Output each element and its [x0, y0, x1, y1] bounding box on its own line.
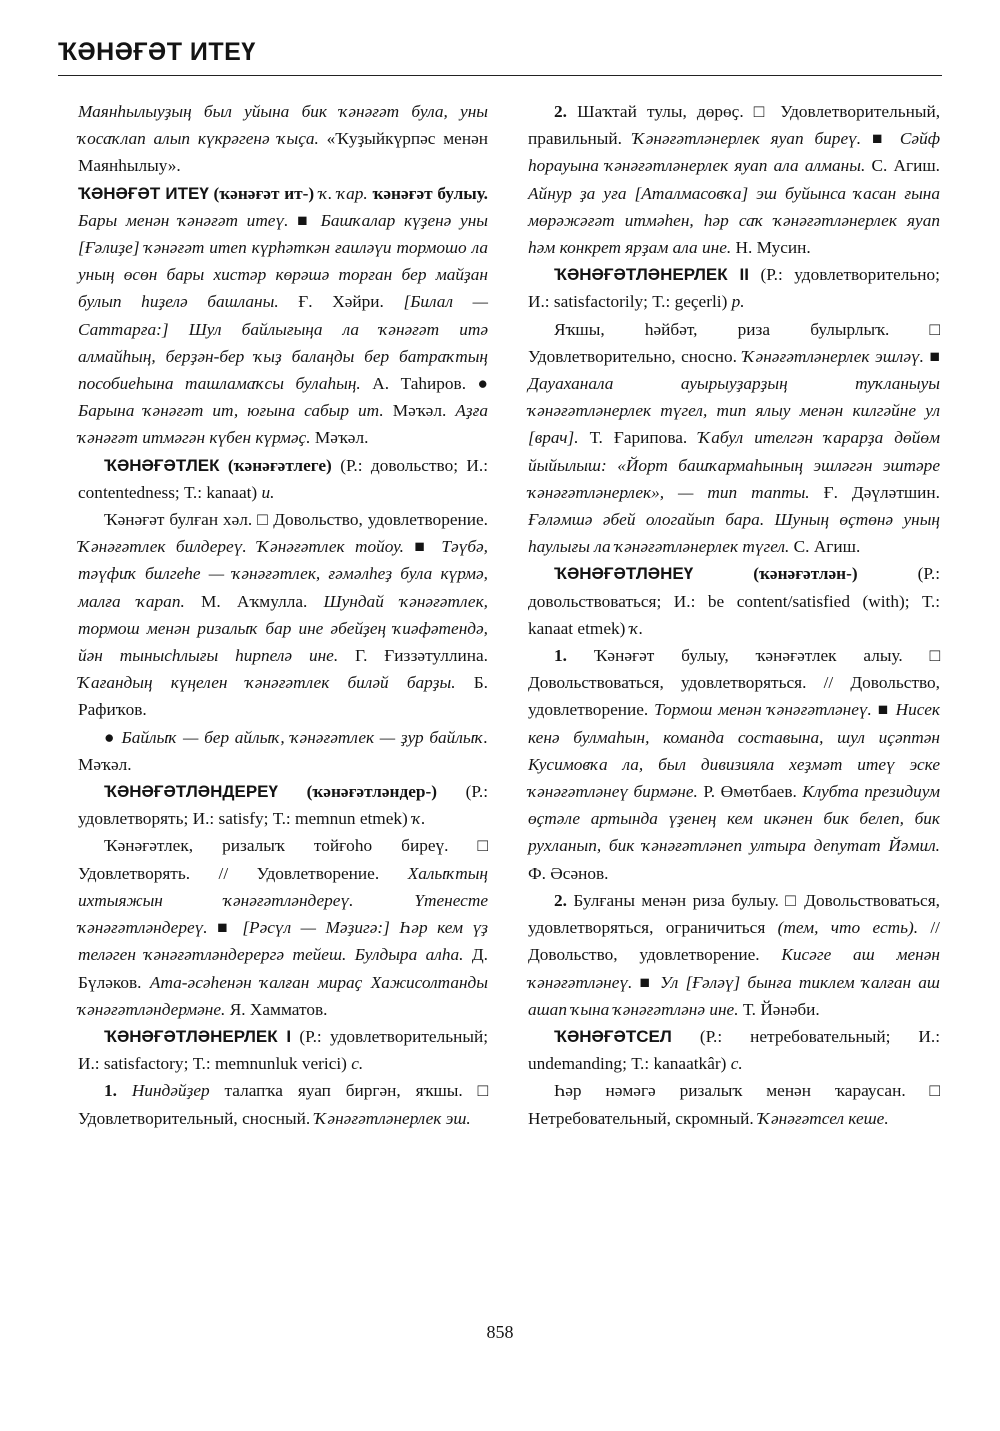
- source: Ф. Әсәнов.: [528, 863, 609, 883]
- example: Айнур ҙа уға [Аталмасовҡа] эш буйынса ҡасан ғына мөрәжәғәт итмәһен, һәр саҡ ҡәнәғәтләнерлек яуап һәм конкрет ярҙам ала ине.: [528, 183, 940, 258]
- dot-marker: ●: [477, 374, 488, 394]
- entry-definition: [78, 832, 488, 1022]
- source: Т. Ғарипова.: [578, 428, 699, 448]
- example: Ҡәнәғәтләнерлек эшләү.: [742, 346, 924, 366]
- source: Б. Рафиҡов.: [78, 673, 488, 720]
- source: Д. Бүләков.: [78, 945, 488, 992]
- proverb-line: [78, 724, 488, 778]
- example: Тормош менән ҡәнәғәтләнеү.: [654, 700, 872, 720]
- sense-1: [78, 1077, 488, 1131]
- entry-definition: [528, 1077, 940, 1131]
- source: Р. Өмөтбаев.: [697, 782, 803, 802]
- headword: ҠӘНӘҒӘТЛЕК: [104, 455, 220, 475]
- grammar-label: с.: [730, 1054, 743, 1074]
- source: С. Агиш.: [789, 537, 861, 557]
- continued-entry: [78, 98, 488, 180]
- example: Дауаханала ауырыуҙарҙың туҡланыуы ҡәнәғәтләнерлек түгел, тип ялыу менән килгәйне ул [врач].: [528, 374, 940, 448]
- sense-number: 1.: [554, 646, 594, 666]
- definition: Шаҡтай тулы, дөрөҫ. □ Удовлетворительный, правильный.: [528, 102, 941, 149]
- example: Ата-әсәһенән ҡалған мираҫ Хажисолтанды ҡәнәғәтләндермәне.: [78, 972, 488, 1019]
- definition: Ҡәнәғәт булған хәл. □ Довольство, удовлетворение.: [104, 510, 488, 530]
- source: Ғ. Дәүләтшин.: [809, 482, 940, 502]
- grammar-label: и.: [261, 482, 275, 502]
- square-marker: ■: [861, 129, 900, 149]
- proverb: Байлыҡ — бер айлыҡ, ҡәнәғәтлек — ҙур байлыҡ.: [121, 727, 488, 747]
- definition: Ҡәнәғәт булыу, ҡәнәғәтлек алыу. □ Довольствоваться, удовлетворяться. // Довольство, удовлетворение.: [528, 646, 941, 720]
- dot-marker: ●: [104, 727, 122, 747]
- stem: (ҡәнәғәтлеге): [219, 455, 341, 475]
- source: Мәҡәл.: [383, 401, 456, 421]
- translations: (Р.: довольство; И.: contentedness; Т.: kanaat): [78, 455, 488, 502]
- example: Ҡағандың күңелен ҡәнәғәтлек биләй барҙы.: [78, 673, 456, 693]
- example: Ҡәнәғәтләнерлек яуап биреү.: [632, 129, 862, 149]
- grammar-label: с.: [351, 1054, 364, 1074]
- right-column: [528, 98, 940, 1132]
- example: Маянһылыуҙың был уйына бик ҡәнәғәт була, уны ҡосаҡлап алып күкрәгенә ҡыҫа.: [78, 102, 488, 149]
- sense-2: [528, 887, 940, 1023]
- example: Тәүбә, тәүфиҡ билгеһе — ҡәнәғәтлек, ғәмәлһеҙ була күрмә, малға ҡарап.: [78, 537, 488, 611]
- source: Г. Ғиззәтуллина.: [338, 646, 489, 666]
- example: Ҡәнәғәтлек билдереү. Ҡәнәғәтлек тойоу.: [78, 537, 404, 557]
- square-marker: ■: [403, 537, 442, 557]
- sense-1: [528, 642, 940, 887]
- source: С. Агиш.: [865, 156, 940, 176]
- stem: (ҡәнәғәтләндер-): [277, 782, 466, 802]
- source: Ғ. Хәйри.: [278, 292, 404, 312]
- entry-definition: [528, 316, 940, 561]
- example: Нисек кенә булмаһын, команда составына, шул иҫәптән Кусимовҡа ла, был дивизияла хеҙмәт итеү эске ҡәнәғәтләнеү бирмәне.: [528, 700, 940, 802]
- square-marker: ■: [288, 210, 321, 230]
- translations: (Р.: удовлетворять; И.: satisfy; Т.: memnun etmek): [78, 782, 488, 829]
- headword: ҠӘНӘҒӘТ ИТЕҮ: [78, 183, 209, 203]
- example: Шундай ҡәнәғәтлек, тормош менән ризалыҡ бар ине әбейҙең ҡиәфәтендә, йән тынысһлығы һирпелә ине.: [78, 591, 489, 666]
- source: Мәҡәл.: [78, 754, 132, 774]
- example: Ҡабул ителгән ҡарарҙа дөйөм йыйылыш: «Йорт башҡармаһының эшләгән эштәре ҡәнәғәтләнерлек», — тип тапты.: [528, 428, 940, 502]
- grammar-label: р.: [731, 292, 745, 312]
- example: Ҡәнәғәтләнерлек эш.: [314, 1108, 471, 1128]
- square-marker: ■: [632, 972, 660, 992]
- definition: Булғаны менән риза булыу. □ Довольствоваться, удовлетворяться, ограничиться: [528, 890, 940, 938]
- sense-number: 1.: [104, 1081, 132, 1101]
- reference: ҡәнәғәт булыу.: [367, 183, 489, 203]
- definition: Һәр нәмәгә ризалыҡ менән ҡараусан. □ Нетребовательный, скромный.: [528, 1081, 940, 1128]
- definition: Яҡшы, һәйбәт, риза булырлыҡ. □ Удовлетворительно, сносно.: [528, 319, 940, 366]
- example: [Билал — Саттарға:] Шул байлығыңа ла ҡәнәғәт итә алмайһың, берҙән-бер ҡыҙ балаңды бер батраҡтың пособиеһына ташламаҡсы булаһың.: [78, 292, 488, 394]
- headword: ҠӘНӘҒӘТЛӘНДЕРЕҮ: [104, 782, 278, 802]
- source: А. Таһиров.: [360, 374, 478, 394]
- square-marker: ■: [207, 918, 243, 938]
- source: Я. Хамматов.: [225, 999, 328, 1019]
- header-rule: [58, 75, 942, 76]
- proverb: Аҙға ҡәнәғәт итмәгән күбен күрмәҫ.: [78, 401, 488, 448]
- definition-italic: Ниндәйҙер: [131, 1081, 210, 1101]
- headword: ҠӘНӘҒӘТЛӘНЕРЛЕК II: [554, 265, 749, 285]
- entry-kanagatlek: [78, 452, 488, 506]
- definition: талапҡа яуап биргән, яҡшы. □ Удовлетворительный, сносный.: [78, 1081, 489, 1128]
- example: Башҡалар күҙенә уны [Ғәлиҙе] ҡәнәғәт итеп күрһәткән ғаиләүи тормошо ла уның өсөн бары хистәр көрәшә торған бер майҙан булып һиҙелә башланы.: [78, 210, 488, 312]
- grammar-label: ҡ.: [629, 618, 644, 638]
- example: Клубта президиум өҫтәле артында үҙенең кем икәнен бик белеп, бик рухланып, бик ҡәнәғәтләнеп ултыра депутат Йәмил.: [528, 782, 940, 856]
- stem: (ҡәнәғәтлән-): [693, 564, 918, 584]
- entry-definition: [78, 506, 488, 724]
- entry-kanagatlaneu: [528, 560, 940, 642]
- source: Т. Йәнәби.: [738, 999, 820, 1019]
- headword: ҠӘНӘҒӘТЛӘНЕРЛЕК I: [104, 1026, 292, 1046]
- square-marker: ■: [871, 700, 896, 720]
- example: Сәйф һорауына ҡәнәғәтләнерлек яуап ала алманы.: [528, 129, 940, 176]
- example: Ул [Ғәләү] бынға тиклем ҡалған аш ашап ҡына ҡәнәғәтләнә ине.: [528, 972, 940, 1019]
- headword: ҠӘНӘҒӘТЛӘНЕҮ: [554, 564, 694, 584]
- example: Кисәге аш менән ҡәнәғәтләнеү.: [528, 945, 940, 992]
- running-header: ҠӘНӘҒӘТ ИТЕҮ: [58, 38, 256, 66]
- example: Ғәләмшә әбей ологайып бара. Шуның өҫтөнә уның һаулығы ла ҡәнәғәтләнерлек түгел.: [528, 510, 940, 557]
- example: [Рәсүл — Мәҙигә:] Һәр кем үҙ теләген ҡәнәғәтләндерергә тейеш. Булдыра алһа.: [78, 918, 488, 965]
- page-number: 858: [486, 1322, 514, 1342]
- sense-number: 2.: [554, 102, 578, 121]
- entry-kanagatlandereu: [78, 778, 488, 832]
- source: Н. Мусин.: [731, 238, 811, 258]
- definition-note: (тем, что есть).: [777, 918, 919, 938]
- translations: (Р.: удовлетворительно; И.: satisfactorily; Т.: geçerli): [528, 265, 940, 312]
- translations: (Р.: довольствоваться; И.: be content/satisfied (with); Т.: kanaat etmek): [528, 564, 940, 638]
- entry-kanagat-iteu: [78, 180, 488, 452]
- stem: (ҡәнәғәт ит-): [208, 183, 319, 203]
- grammar-label: ҡ.: [412, 809, 426, 829]
- sense-2: [528, 98, 940, 261]
- entry-kanagatlanerlek-2: [528, 261, 940, 315]
- source: «Ҡуҙыйкүрпәс менән Маянһылыу».: [78, 129, 488, 176]
- left-column: [78, 98, 488, 1132]
- grammar-label: ҡ. ҡар.: [318, 183, 368, 203]
- proverb: Барына ҡәнәғәт ит, юғына сабыр ит.: [78, 401, 384, 421]
- translations: (Р.: удовлетворительный; И.: satisfactory; Т.: memnunluk verici): [78, 1026, 489, 1074]
- definition: // Довольство, удовлетворение.: [528, 918, 940, 965]
- entry-kanagatlanerlek-1: [78, 1023, 488, 1077]
- translations: (Р.: нетребовательный; И.: undemanding; Т.: kanaatkâr): [528, 1026, 940, 1074]
- definition: Ҡәнәғәтлек, ризалыҡ тойғоһо биреү. □ Удовлетворять. // Удовлетворение.: [78, 836, 488, 883]
- example: Бары менән ҡәнәғәт итеү.: [78, 210, 289, 230]
- example: Халыҡтың ихтыяжын ҡәнәғәтләндереү. Үтенесте ҡәнәғәтләндереү.: [78, 863, 488, 938]
- square-marker: ■: [923, 346, 940, 366]
- example: Ҡәнәғәтсел кеше.: [758, 1108, 889, 1128]
- sense-number: 2.: [554, 890, 574, 910]
- source: М. Аҡмулла.: [184, 591, 324, 611]
- source: Мәҡәл.: [310, 428, 369, 448]
- headword: ҠӘНӘҒӘТСЕЛ: [554, 1026, 672, 1046]
- entry-kanagatsel: [528, 1023, 940, 1077]
